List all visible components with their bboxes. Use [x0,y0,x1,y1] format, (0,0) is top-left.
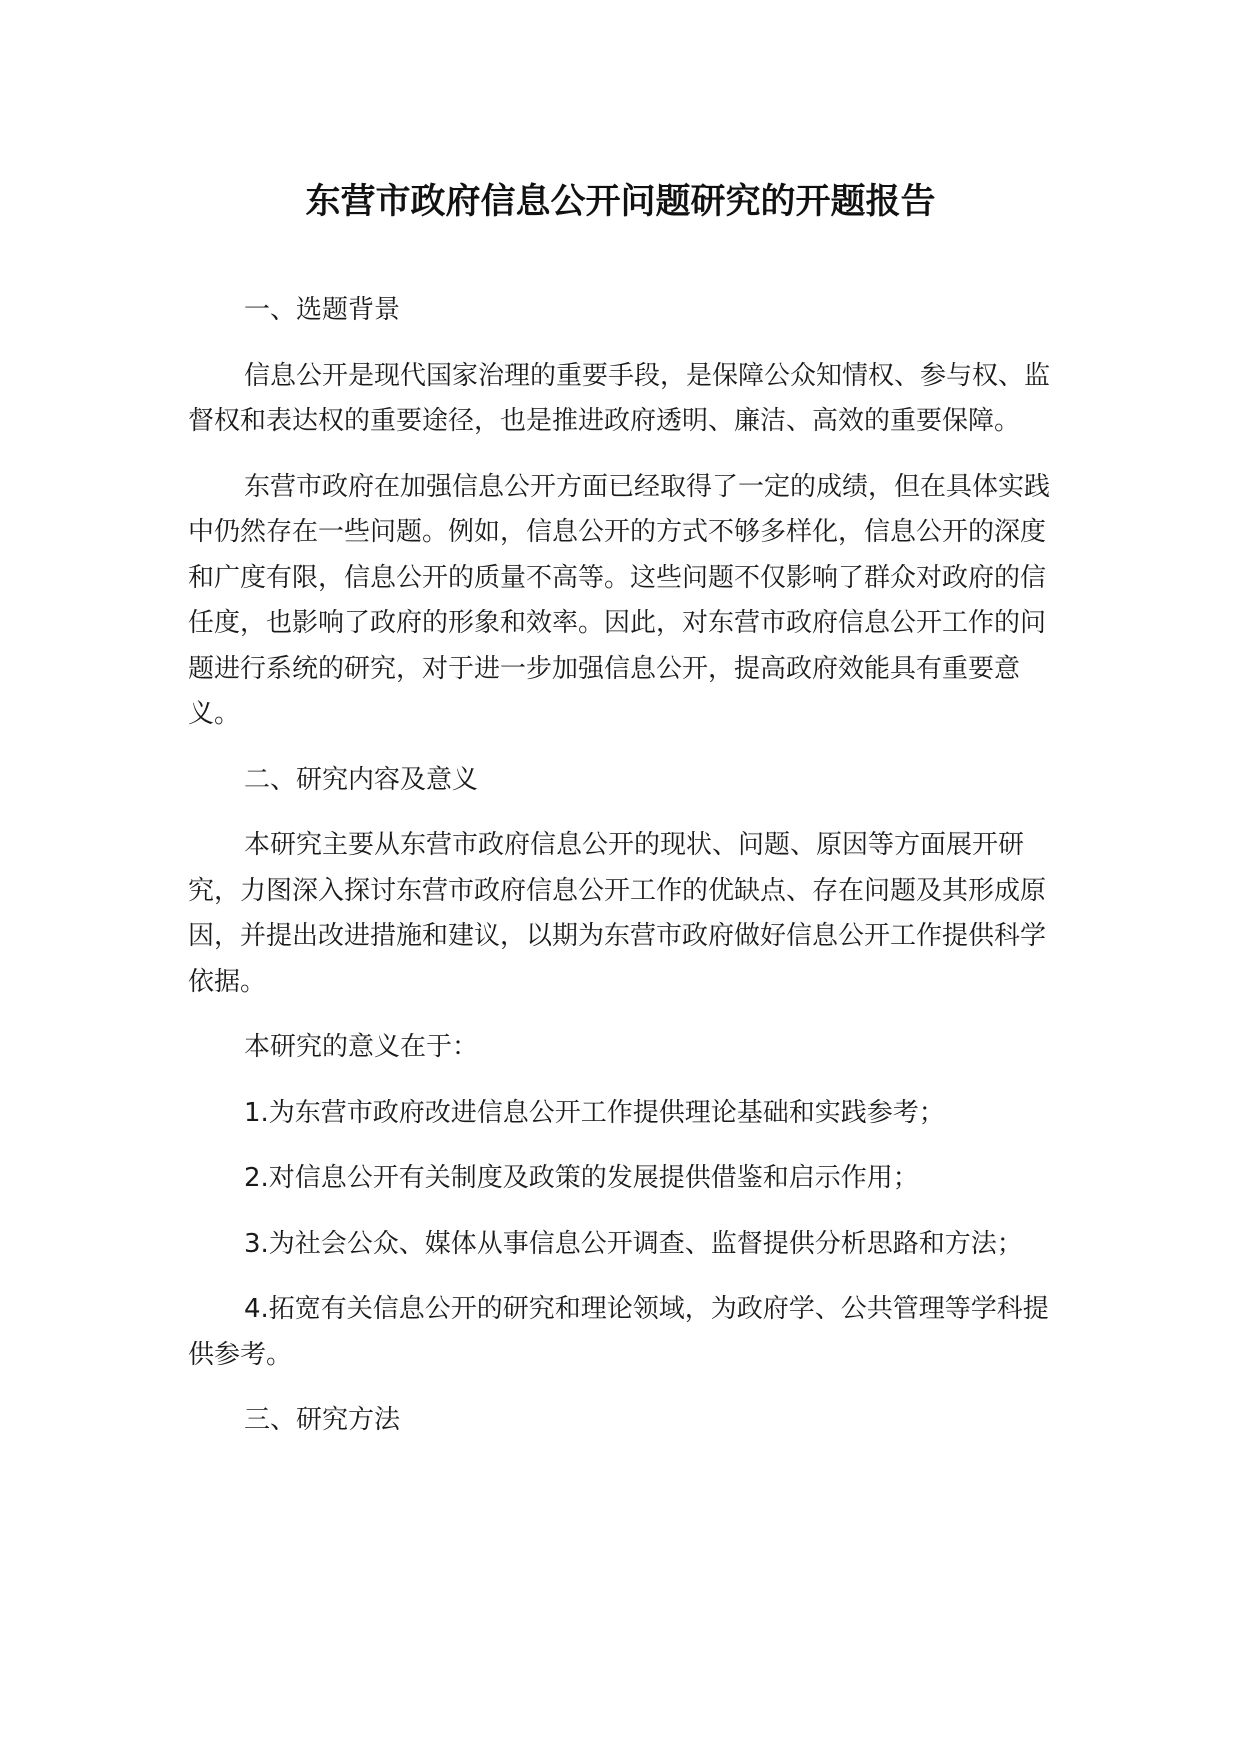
paragraph-background-1: 信息公开是现代国家治理的重要手段，是保障公众知情权、参与权、监督权和表达权的重要途径，也是推进政府透明、廉洁、高效的重要保障。 [188,360,1051,436]
paragraph-significance-intro: 本研究的意义在于： [244,1032,479,1062]
list-item-significance-2: 2.对信息公开有关制度及政策的发展提供借鉴和启示作用； [244,1163,919,1193]
list-item-significance-3: 3.为社会公众、媒体从事信息公开调查、监督提供分析思路和方法； [244,1228,1023,1259]
document-body [188,288,1068,1444]
list-item-significance-1: 1.为东营市政府改进信息公开工作提供理论基础和实践参考； [244,1097,945,1128]
section-heading-content: 二、研究内容及意义 [244,764,479,795]
paragraph-background-2: 东营市政府在加强信息公开方面已经取得了一定的成绩，但在具体实践中仍然存在一些问题。例如，信息公开的方式不够多样化，信息公开的深度和广度有限，信息公开的质量不高等。这些问题不仅影响了群众对政府的信任度，也影响了政府的形象和效率。因此，对东营市政府信息公开工作的问题进行系统的研究，对于进一步加强信息公开，提高政府效能具有重要意义。 [188,471,1051,729]
list-item-significance-4: 4.拓宽有关信息公开的研究和理论领域，为政府学、公共管理等学科提供参考。 [188,1294,1049,1370]
paragraph-content-1: 本研究主要从东营市政府信息公开的现状、问题、原因等方面展开研究，力图深入探讨东营市政府信息公开工作的优缺点、存在问题及其形成原因，并提出改进措施和建议，以期为东营市政府做好信息公开工作提供科学依据。 [188,830,1047,997]
section-heading-background: 一、选题背景 [244,295,401,325]
document-title: 东营市政府信息公开问题研究的开题报告 [305,182,936,222]
section-heading-methods: 三、研究方法 [244,1405,401,1435]
